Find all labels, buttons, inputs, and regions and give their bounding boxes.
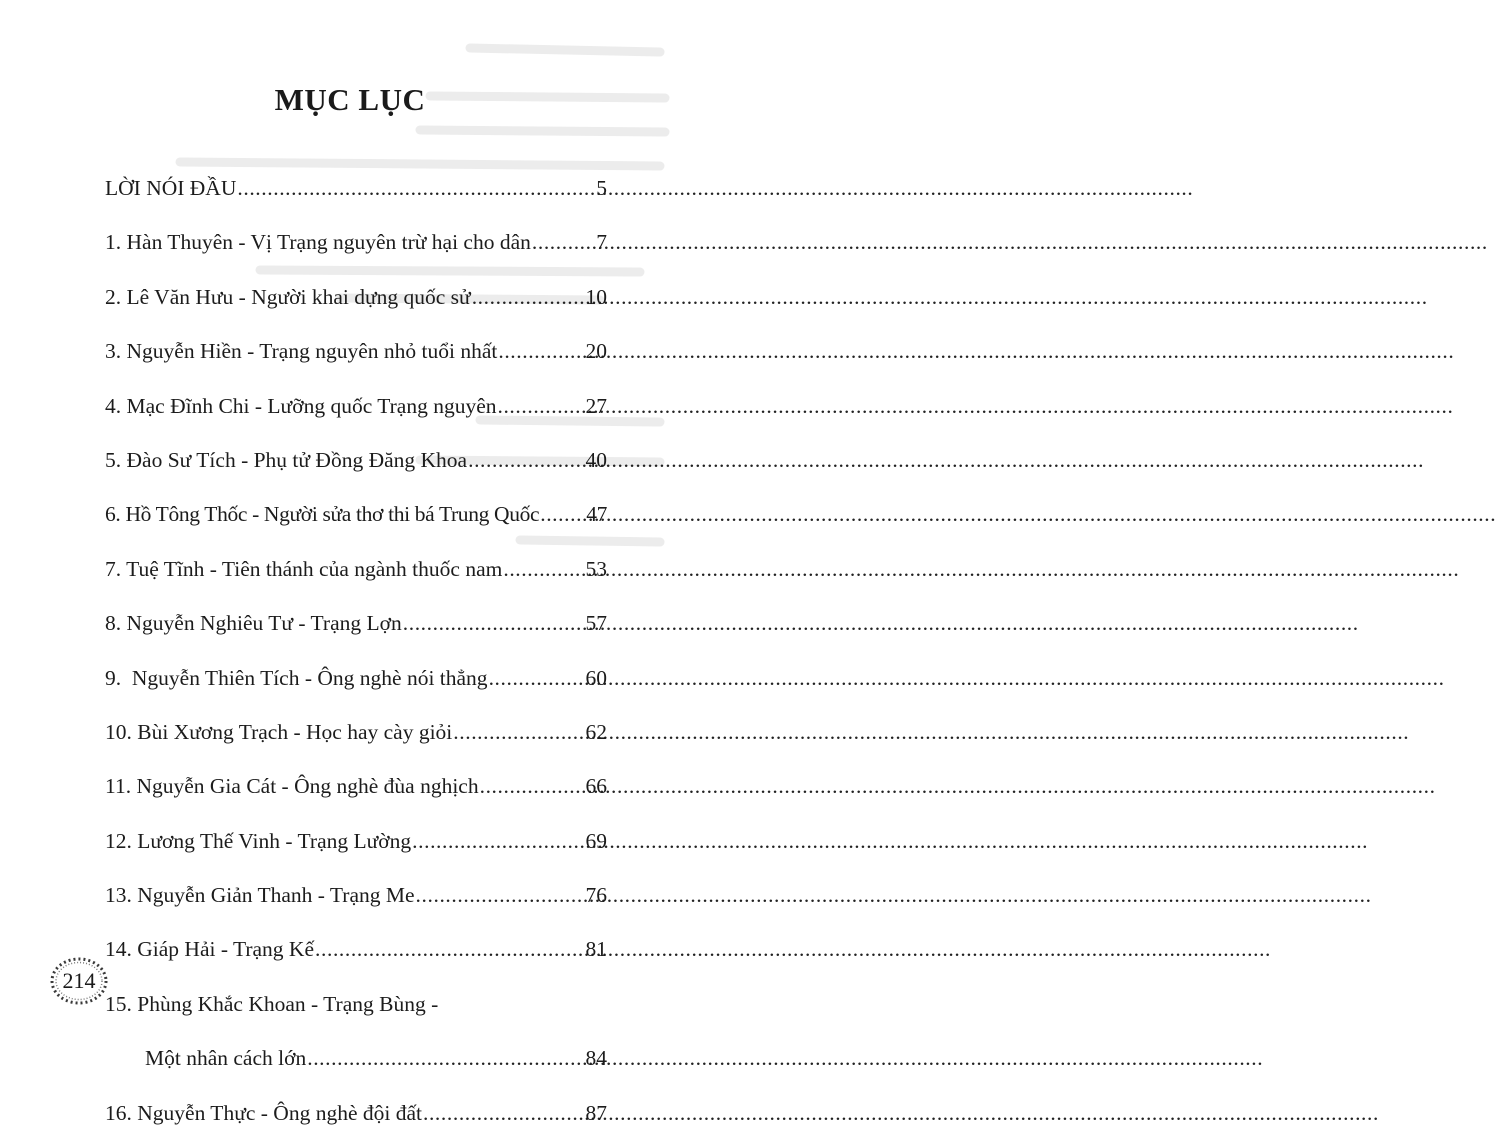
- toc-entry-title: 16. Nguyễn Thực - Ông nghè đội đất: [105, 1100, 422, 1125]
- toc-entry-page: 47: [586, 502, 607, 527]
- toc-entry: [105, 222, 607, 276]
- toc-entry-title: 6. Hồ Tông Thốc - Người sửa thơ thi bá Trung Quốc: [105, 502, 540, 527]
- dot-leader: [498, 331, 584, 371]
- dot-leader: [453, 712, 584, 752]
- dot-leader: [480, 766, 585, 806]
- toc-entry-title: 4. Mạc Đĩnh Chi - Lưỡng quốc Trạng nguyên: [105, 393, 497, 418]
- toc-entry-title: 15. Phùng Khắc Khoan - Trạng Bùng -: [105, 991, 439, 1016]
- toc-entry: [105, 821, 607, 875]
- toc-entry-title: 12. Lương Thế Vinh - Trạng Lường: [105, 828, 412, 853]
- dot-leader: [237, 168, 595, 208]
- toc-entry-page: 10: [585, 284, 607, 309]
- dot-leader: [315, 929, 584, 969]
- toc-entry-page: 53: [585, 556, 607, 581]
- toc-entry-page: 60: [585, 665, 607, 690]
- toc-entry-page: 40: [585, 447, 607, 472]
- toc-entry-page: 20: [585, 339, 607, 364]
- toc-entry-page: 62: [585, 719, 607, 744]
- dot-leader: [503, 549, 584, 589]
- toc-entry: [105, 494, 607, 548]
- toc-entry-page: 27: [585, 393, 607, 418]
- dot-leader: [403, 603, 585, 643]
- toc-entry-title: LỜI NÓI ĐẦU: [105, 176, 237, 200]
- toc-entry-title: 3. Nguyễn Hiền - Trạng nguyên nhỏ tuổi nhất: [105, 339, 498, 364]
- toc-entry: [105, 712, 607, 766]
- dot-leader: [497, 386, 584, 426]
- dot-leader: [412, 821, 584, 861]
- page-title: MỤC LỤC: [274, 82, 426, 117]
- dot-leader: [416, 875, 585, 915]
- toc-entry-page: 76: [585, 883, 607, 908]
- toc-entry: [105, 603, 607, 657]
- toc-entry-title: 7. Tuệ Tĩnh - Tiên thánh của ngành thuốc nam: [105, 556, 503, 581]
- toc-entry-title: 8. Nguyễn Nghiêu Tư - Trạng Lợn: [105, 611, 402, 636]
- toc-entry-page: 5: [596, 176, 607, 200]
- toc-entry: [105, 658, 607, 712]
- dot-leader: [423, 1093, 585, 1133]
- toc-entry-continuation: [105, 1038, 607, 1092]
- dot-leader: [540, 494, 585, 534]
- toc-entry: [105, 766, 607, 820]
- toc-entry: [105, 331, 607, 385]
- toc-entry-title-continued: Một nhân cách lớn: [145, 1046, 307, 1071]
- toc-entry: [105, 549, 607, 603]
- toc-entry: [105, 440, 607, 494]
- dot-leader: [472, 277, 585, 317]
- toc-entry: [105, 929, 607, 983]
- toc-entry-title: 9. Nguyễn Thiên Tích - Ông nghè nói thẳng: [105, 665, 488, 690]
- toc-entry: [105, 386, 607, 440]
- dot-leader: [489, 658, 585, 698]
- toc-entry-page: 69: [585, 828, 607, 853]
- toc-entry: [105, 984, 607, 1038]
- toc-entry-title: 10. Bùi Xương Trạch - Học hay cày giỏi: [105, 719, 453, 744]
- page-number-badge: [48, 955, 110, 1007]
- toc-entry-title: 2. Lê Văn Hưu - Người khai dựng quốc sử: [105, 284, 471, 309]
- toc-entry: [105, 277, 607, 331]
- table-of-contents: [105, 168, 607, 1147]
- toc-entry-page: 87: [585, 1100, 607, 1125]
- dot-leader: [532, 222, 595, 262]
- dot-leader: [307, 1038, 584, 1078]
- toc-entry: [105, 1093, 607, 1147]
- toc-entry: [105, 168, 607, 222]
- toc-entry-page: 66: [585, 774, 607, 799]
- toc-entry-page: 84: [585, 1046, 607, 1071]
- toc-entry-title: 11. Nguyễn Gia Cát - Ông nghè đùa nghịch: [105, 774, 479, 799]
- book-page: [0, 0, 700, 1125]
- toc-entry-title: 13. Nguyễn Giản Thanh - Trạng Me: [105, 883, 415, 908]
- toc-entry-title: 5. Đào Sư Tích - Phụ tử Đồng Đăng Khoa: [105, 447, 468, 472]
- toc-entry-page: 57: [585, 611, 607, 636]
- toc-entry: [105, 875, 607, 929]
- toc-entry-title: 14. Giáp Hải - Trạng Kế: [105, 937, 315, 962]
- toc-entry-page: 7: [596, 230, 607, 255]
- dot-leader: [468, 440, 584, 480]
- page-number: 214: [62, 968, 96, 993]
- toc-entry-page: 81: [585, 937, 607, 962]
- toc-entry-title: 1. Hàn Thuyên - Vị Trạng nguyên trừ hại cho dân: [105, 230, 531, 255]
